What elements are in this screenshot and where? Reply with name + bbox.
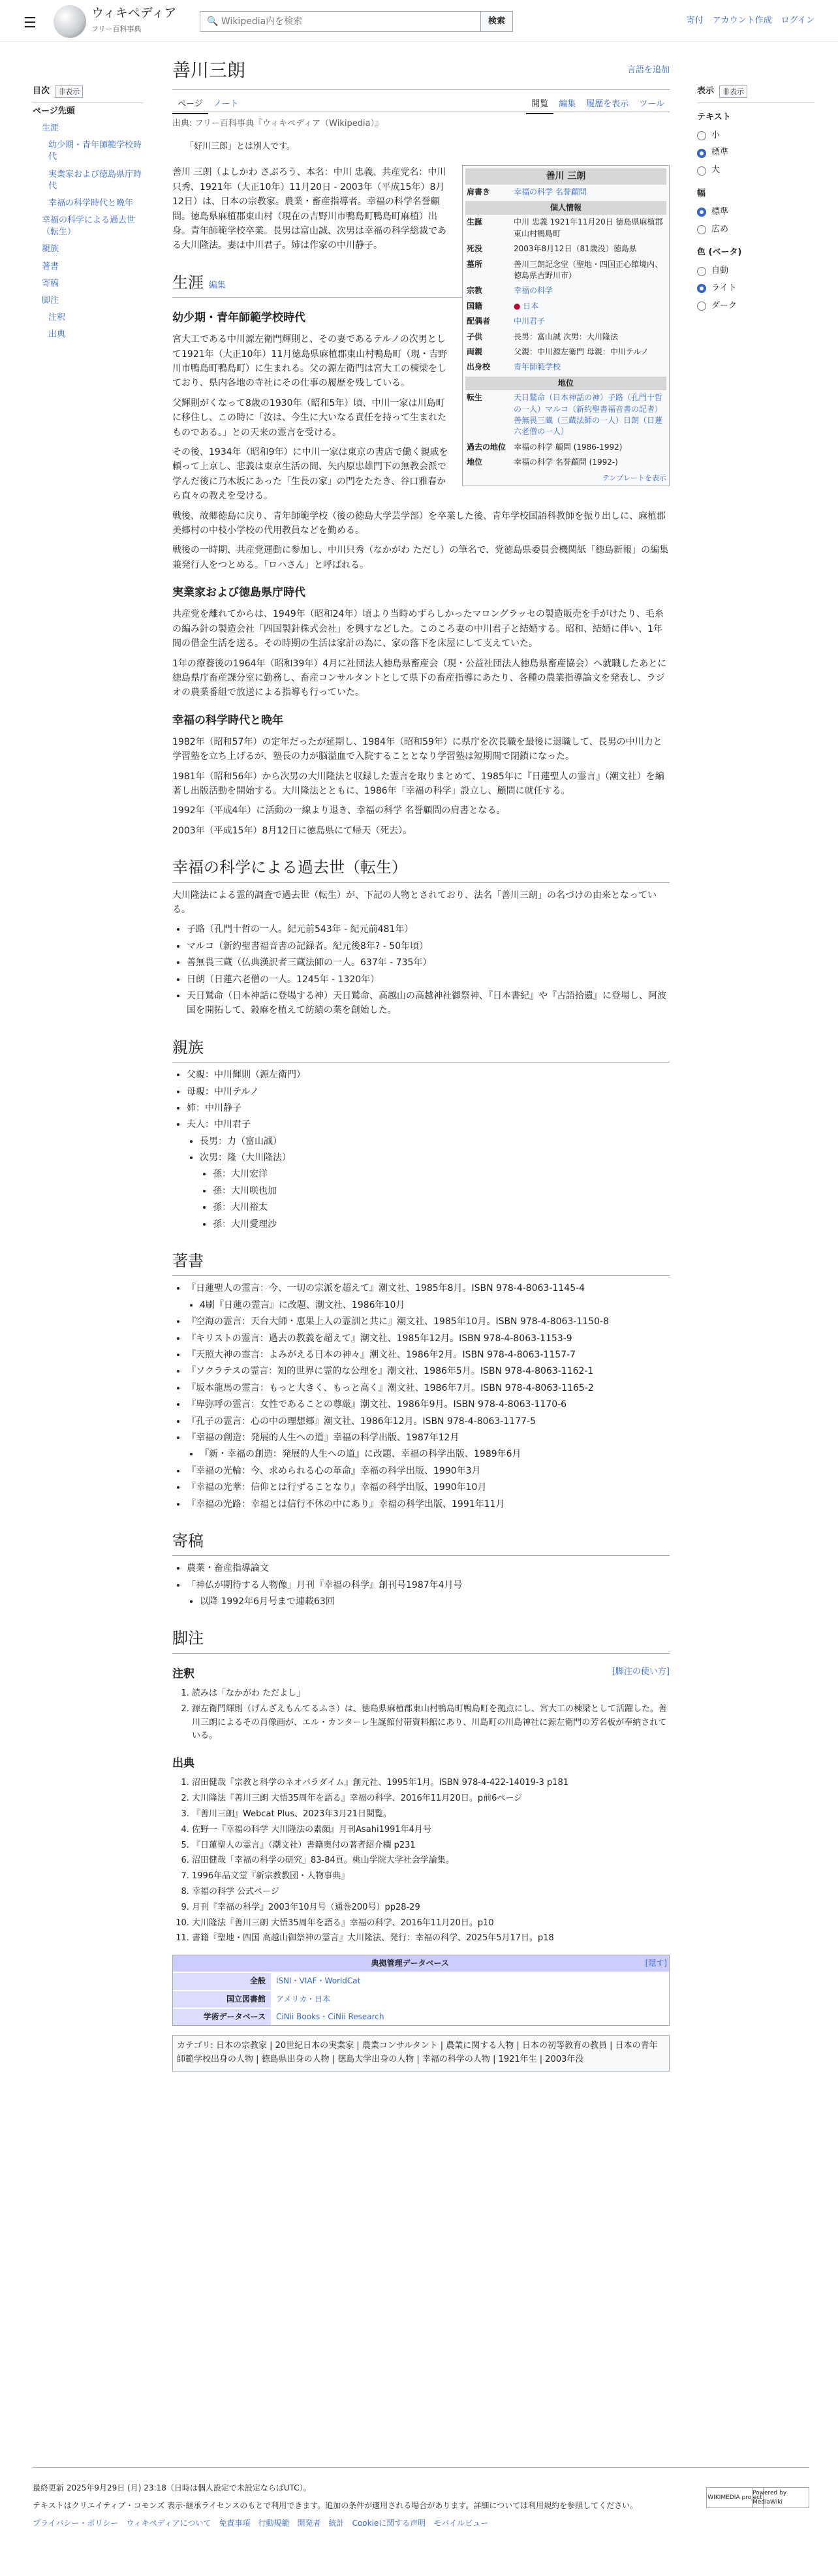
- list-item: • 父親：中川輝則（源左衛門）: [187, 1068, 670, 1082]
- toc-item[interactable]: ページ先頭: [33, 106, 75, 116]
- header-links: [677, 14, 815, 28]
- footer-links: [33, 2517, 809, 2530]
- option-label: 大: [711, 165, 721, 176]
- toc-item[interactable]: 生涯: [42, 123, 59, 133]
- infobox-value: 2003年8月12日（81歳没）徳島県: [514, 244, 637, 254]
- option-label: 広め: [711, 224, 729, 234]
- option-label: ダーク: [711, 300, 737, 311]
- appearance-panel: [697, 85, 815, 315]
- infobox-value: 中川 忠義 1921年11月20日 徳島県麻植郡東山村鴨島町: [514, 217, 663, 238]
- subsection-heading: 幼少期・青年師範学校時代: [172, 311, 305, 325]
- list-item: • 長男：力（富山誠）: [200, 1134, 670, 1149]
- footer-link[interactable]: Cookieに関する声明: [352, 2519, 426, 2528]
- header: [0, 0, 838, 42]
- mediawiki-badge[interactable]: Powered by MediaWiki: [752, 2487, 809, 2508]
- navbox-label: 国立図書館: [173, 1991, 271, 2008]
- footer-link[interactable]: 免責事項: [219, 2519, 251, 2528]
- appearance-hide-button[interactable]: 非表示: [719, 85, 747, 99]
- list-item: • 『幸福の光華：信仰とは行ずることなり』幸福の科学出版、1990年10月: [187, 1480, 670, 1495]
- infobox-label: 宗教: [467, 286, 483, 296]
- create-account-link[interactable]: アカウント作成: [712, 16, 772, 25]
- width-wide[interactable]: [697, 221, 815, 239]
- page-title: [172, 56, 670, 90]
- paragraph: 戦後の一時期、共産党運動に参加し、中川只秀（なかがわ ただし）の筆名で、党徳島県委員会機関紙「徳島新報」の編集兼発行人をつとめる。「ロハさん」と呼ばれる。: [172, 545, 669, 570]
- footer-link[interactable]: 開発者: [297, 2519, 321, 2528]
- footer-link[interactable]: ウィキペディアについて: [126, 2519, 211, 2528]
- subsection-title: 注釈: [172, 1667, 194, 1681]
- infobox-label: 過去の地位: [467, 442, 506, 452]
- section-heading: 寄稿: [172, 1529, 670, 1556]
- toc-title: 目次: [33, 86, 50, 96]
- toc: [33, 85, 144, 344]
- tab-read[interactable]: 閲覧: [526, 95, 553, 114]
- navbox-header: [173, 1955, 669, 1972]
- footer-link[interactable]: 統計: [328, 2519, 345, 2528]
- tab-page[interactable]: ページ: [172, 95, 208, 114]
- navbox-links[interactable]: CiNii Books・CiNii Research: [276, 2011, 384, 2021]
- toc-item[interactable]: 幸福の科学時代と晩年: [48, 198, 134, 208]
- infobox-value: 善川三朗記念堂（聖地・四国正心館境内、徳島県吉野川市）: [514, 259, 663, 281]
- tab-history[interactable]: 履歴を表示: [586, 99, 629, 109]
- paragraph: 1年の療養後の1964年（昭和39年）4月に社団法人徳島県畜産会（現・公益社団法人徳島県畜産協会）へ就職したあとに徳島県庁畜産課分室に勤務し、畜産コンサルタントとして県下の畜産指導にあたり、各種の農業指導論文を発表し、ラジオの農業番組で放送による指導も行っていた。: [172, 658, 667, 698]
- list-item: • 『幸福の創造：発展的人生への道』幸福の科学出版、1987年12月: [187, 1431, 670, 1445]
- donate-link[interactable]: 寄付: [686, 16, 704, 25]
- paragraph: 宮大工である中川源左衛門輝則と、その妻であるテルノの次男として1921年（大正10年）11月徳島県麻植郡東山村鴨島町（現・吉野川市鴨島町鴨島町）に生まれる。父の源左衛門は宮大工の棟梁をしており、県内各地の寺社にその仕事の履歴を残している。: [172, 334, 448, 389]
- list-item: • 『キリストの霊言：過去の教義を超えて』潮文社、1985年12月。ISBN 978-4-8063-1153-9: [187, 1331, 670, 1346]
- notes-list: [192, 1687, 670, 1743]
- infobox-value: 長男：富山誠 次男：大川隆法: [514, 332, 618, 341]
- list-item: • 日朗（日蓮六老僧の一人。1245年 - 1320年）: [187, 972, 670, 987]
- hatnote: 「好川三郎」とは別人です。: [185, 141, 295, 151]
- list-item: • 『坂本龍馬の霊言：もっと大きく、もっと高く』潮文社、1986年7月。ISBN 978-4-8063-1165-2: [187, 1381, 670, 1395]
- refs-list: [192, 1777, 670, 1946]
- toc-hide-button[interactable]: 非表示: [55, 85, 83, 99]
- list-item: • 夫人：中川君子: [187, 1117, 670, 1132]
- article: [172, 56, 670, 2072]
- footer-link[interactable]: モバイルビュー: [433, 2519, 489, 2528]
- authority-control: [172, 1955, 670, 2026]
- text-size-small[interactable]: [697, 127, 815, 145]
- infobox-value[interactable]: 幸福の科学: [514, 286, 553, 296]
- list-item: • 『孔子の霊言：心の中の理想郷』潮文社、1986年12月。ISBN 978-4-8063-1177-5: [187, 1414, 670, 1429]
- toc-item[interactable]: 注釈: [48, 313, 66, 323]
- list-item: • 4刷『日蓮の霊言』に改題、潮文社、1986年10月: [200, 1298, 670, 1312]
- infobox-value[interactable]: 青年師範学校: [514, 362, 561, 372]
- radio-icon: [697, 302, 706, 311]
- radio-icon: [697, 131, 706, 140]
- infobox-value[interactable]: 天日鷲命（日本神話の神）子路（孔門十哲の一人）マルコ（新約聖書福音書の記者）善無畏三蔵（三蔵法師の一人）日朗（日蓮六老僧の一人）: [514, 393, 663, 437]
- toc-item[interactable]: 親族: [42, 244, 59, 255]
- list-item: • 『ソクラテスの霊言：知的世界に霊的な公理を』潮文社、1986年5月。ISBN 978-4-8063-1162-1: [187, 1364, 670, 1378]
- option-label: ライト: [711, 283, 737, 293]
- ref-item: 1. 沼田健哉『宗教と科学のネオパラダイム』創元社、1995年1月。ISBN 978-4-422-14019-3 p181: [192, 1777, 670, 1790]
- infobox-value: 父親：中川源左衛門 母親：中川テルノ: [514, 347, 649, 356]
- tab-tools[interactable]: ツール: [639, 99, 664, 109]
- intro-paragraph: 善川 三朗（よしかわ さぶろう、本名：中川 忠義、共産党名：中川只秀、1921年（大正10年）11月20日 - 2003年（平成15年）8月12日）は、日本の宗教家。農業・畜産指導者。幸福の科学名誉顧問。徳島県麻植郡東山村（現在の吉野川市鴨島町鴨島町麻植）出身。青年師範学校卒業。長男は富山誠、次男は幸福の科学総裁である大川隆法。妻は中川君子。姉は作家の中川静子。: [172, 167, 446, 251]
- list-item: • 以降 1992年6月号まで連載63回: [200, 1594, 670, 1609]
- list-item: • 次男：隆（大川隆法）: [200, 1151, 670, 1165]
- last-modified: 最終更新 2025年9月29日 (月) 23:18（日時は個人設定で未設定ならばUTC）。: [33, 2483, 311, 2492]
- search-placeholder: Wikipedia内を検索: [221, 16, 303, 27]
- navbox-label: 全般: [173, 1973, 271, 1989]
- toc-item[interactable]: 著書: [42, 261, 59, 272]
- family-list: [187, 1068, 670, 1232]
- ref-item: 3. 『善川三朗』Webcat Plus、2023年3月21日閲覧。: [192, 1808, 670, 1822]
- footer-link[interactable]: 行動規範: [258, 2519, 290, 2528]
- add-language-button[interactable]: 言語を追加: [627, 65, 670, 75]
- list-item: • 天日鷲命（日本神話に登場する神）天日鷲命、高越山の高越神社御祭神、『日本書紀』や『古語拾遺』に登場し、阿波国を開拓して、穀麻を植えて紡績の業を創始した。: [187, 989, 670, 1018]
- radio-icon: [697, 166, 706, 176]
- page-title-text: 善川三朗: [172, 59, 246, 81]
- subsection-heading: [172, 1666, 670, 1683]
- list-item: • 母親：中川テルノ: [187, 1085, 670, 1099]
- infobox-value[interactable]: 中川君子: [514, 317, 546, 326]
- infobox-value: 幸福の科学 顧問 (1986-1992): [514, 442, 623, 452]
- toc-item[interactable]: 出典: [48, 330, 66, 340]
- license-text: テキストはクリエイティブ・コモンズ 表示-継承ライセンスのもとで利用できます。追加の条件が適用される場合があります。詳細については利用規約を参照してください。: [33, 2501, 638, 2511]
- footer: [33, 2467, 809, 2530]
- toc-item[interactable]: 寄稿: [42, 278, 59, 288]
- list-item: • 子路（孔門十哲の一人。紀元前543年 - 紀元前481年）: [187, 922, 670, 937]
- subsection-heading: 実業家および徳島県庁時代: [172, 586, 305, 600]
- tab-talk[interactable]: ノート: [213, 99, 239, 109]
- infobox-label: 転生: [467, 393, 483, 403]
- footnote-help-link[interactable]: [脚注の使い方]: [612, 1666, 670, 1677]
- search-button[interactable]: 検索: [480, 11, 513, 32]
- infobox-label: 死没: [467, 244, 483, 254]
- radio-icon: [697, 225, 706, 234]
- wikimedia-badge[interactable]: WIKIMEDIA project: [706, 2487, 764, 2508]
- paragraph: 父輝則がくなって8歳の1930年（昭和5年）頃、中川一家は川島町に移住し、この時に「汝は、今生に大いなる責任を持って生まれたものである。」との天来の霊言を受ける。: [172, 397, 446, 438]
- radio-icon: [697, 208, 706, 217]
- navbox-hide-button[interactable]: [隠す]: [645, 1959, 667, 1968]
- ref-item: 4. 佐野一『幸福の科学 大川隆法の素顔』月刊Asahi1991年4月号: [192, 1823, 670, 1837]
- search-icon: 🔍: [207, 16, 221, 27]
- toc-item[interactable]: 実業家および徳島県庁時代: [48, 169, 142, 191]
- infobox-label: 配偶者: [467, 317, 491, 326]
- from-line: 出典: フリー百科事典『ウィキペディア（Wikipedia）』: [172, 118, 384, 129]
- books-list: [187, 1281, 670, 1511]
- text-size-large[interactable]: [697, 162, 815, 179]
- list-item: • 『幸福の光輪：今、求められる心の革命』幸福の科学出版、1990年3月: [187, 1464, 670, 1478]
- navbox-title: 典拠管理データベース: [371, 1959, 450, 1968]
- infobox-section: 個人情報: [465, 201, 666, 215]
- color-heading: 色 (ベータ): [697, 247, 742, 258]
- infobox: [462, 165, 670, 486]
- infobox-label: 国籍: [467, 301, 483, 311]
- radio-icon: [697, 149, 706, 158]
- list-item: • 『卑弥呼の霊言：女性であることの尊厳』潮文社、1986年9月。ISBN 978-4-8063-1170-6: [187, 1397, 670, 1412]
- list-item: • 『新・幸福の創造：発展的人生への道』に改題、幸福の科学出版、1989年6月: [200, 1447, 670, 1461]
- infobox-label: 出身校: [467, 362, 491, 372]
- section-heading: 親族: [172, 1035, 670, 1063]
- section-heading: 幸福の科学による過去世（転生）: [172, 855, 670, 882]
- toc-item[interactable]: 幼少期・青年師範学校時代: [48, 140, 142, 163]
- color-auto[interactable]: [697, 262, 815, 280]
- tab-edit[interactable]: 編集: [559, 99, 576, 109]
- width-standard[interactable]: [697, 204, 815, 221]
- list-item: • 姉：中川静子: [187, 1101, 670, 1115]
- infobox-label: 地位: [467, 458, 483, 467]
- color-dark[interactable]: [697, 298, 815, 315]
- paragraph: 共産党を離れてからは、1949年（昭和24年）頃より当時めずらしかったマロングラッセの製造販売を手がけたり、毛糸の編み針の製造会社「四国製針株式会社」を興すなどした。このころ妻の中川君子と結婚する。昭和、結婚に伴い、1年間の借金生活を送る。その時期の生活は家計の為に、家の落下を床屋にして支えていた。: [172, 609, 664, 649]
- ref-item: 6. 沼田健哉「幸福の科学の研究」83-84頁。桃山学院大学社会学論集。: [192, 1854, 670, 1868]
- option-label: 小: [711, 130, 721, 140]
- login-link[interactable]: ログイン: [781, 16, 815, 25]
- list-item: • 孫：大川裕太: [213, 1200, 670, 1215]
- footer-link[interactable]: プライバシー・ポリシー: [33, 2519, 119, 2528]
- list-item: • 「神仏が期待する人物像」月刊『幸福の科学』創刊号1987年4月号: [187, 1578, 670, 1592]
- site-title[interactable]: ウィキペディア: [91, 6, 177, 20]
- toc-item[interactable]: 幸福の科学による過去世（転生）: [42, 215, 136, 238]
- list-item: • マルコ（新約聖書福音書の記録者。紀元後8年? - 50年頃）: [187, 939, 670, 954]
- toc-item[interactable]: 脚注: [42, 296, 59, 306]
- radio-icon: [697, 284, 706, 293]
- infobox-value[interactable]: 幸福の科学 名誉顧問: [514, 187, 587, 196]
- ref-item: 10. 大川隆法『善川三朗 大悟35周年を語る』幸福の科学、2016年11月20日。p10: [192, 1917, 670, 1931]
- section-heading: 著書: [172, 1249, 670, 1276]
- list-item: • 孫：大川咲也加: [213, 1184, 670, 1198]
- ref-item: 2. 大川隆法『善川三朗 大悟35周年を語る』幸福の科学、2016年11月20日。p前6ページ: [192, 1792, 670, 1806]
- list-item: • 『天照大神の霊言：よみがえる日本の神々』潮文社、1986年2月。ISBN 978-4-8063-1157-7: [187, 1348, 670, 1362]
- infobox-label: 墓所: [467, 259, 483, 269]
- infobox-title: 善川 三朗: [465, 168, 666, 184]
- categories[interactable]: カテゴリ: 日本の宗教家 | 20世紀日本の実業家 | 農業コンサルタント | 農業に関する人物 | 日本の初等教育の教員 | 日本の青年師範学校出身の人物 | 徳島県出身の人物 | 徳島大学出身の人物 | 幸福の科学の人物 | 1921年生 | 2003年没: [172, 2035, 670, 2072]
- infobox-label: 生誕: [467, 217, 483, 227]
- paragraph: その後、1934年（昭和9年）に中川一家は東京の書店で働く親戚を頼って上京し、悲義は東京生活の間、矢内原忠雄門下の無教会派で学んだ後に乃木坂にあった「生長の家」の門をたたき、谷口雅春から直々の教えを受ける。: [172, 447, 448, 502]
- section-heading: 脚注: [172, 1626, 670, 1653]
- navbox-links[interactable]: ISNI・VIAF・WorldCat: [276, 1976, 361, 1986]
- width-heading: 幅: [697, 188, 706, 198]
- list-item: • 善無畏三蔵（仏典漢訳者三蔵法師の一人。637年 - 735年）: [187, 955, 670, 970]
- list-item: • 『日蓮聖人の霊言：今、一切の宗派を超えて』潮文社、1985年8月。ISBN 978-4-8063-1145-4: [187, 1281, 670, 1296]
- list-item: • 農業・畜産指導論文: [187, 1561, 670, 1575]
- list-item: • 『空海の霊言：天台大師・恵果上人の霊訓と共に』潮文社、1985年10月。ISBN 978-4-8063-1150-8: [187, 1314, 670, 1329]
- infobox-section: 地位: [465, 377, 666, 390]
- navbox-label: 学術データベース: [173, 2009, 271, 2025]
- ref-item: 8. 幸福の科学 公式ページ: [192, 1885, 670, 1899]
- list-item: • 孫：大川宏洋: [213, 1167, 670, 1181]
- option-label: 標準: [711, 147, 729, 158]
- template-link[interactable]: テンプレートを表示: [602, 473, 666, 482]
- list-item: • 『幸福の光路：幸福とは信行不休の中にあり』幸福の科学出版、1991年11月: [187, 1497, 670, 1512]
- search-input[interactable]: [200, 11, 512, 32]
- list-item: • 孫：大川愛理沙: [213, 1217, 670, 1232]
- paragraph: 2003年（平成15年）8月12日に徳島県にて帰天（死去）。: [172, 825, 412, 836]
- paragraph: 大川隆法による霊的調査で過去世（転生）が、下記の人物とされており、法名「善川三朗」の名づけの由来となっている。: [172, 890, 657, 916]
- flag-icon: ●: [514, 301, 523, 311]
- infobox-value[interactable]: 日本: [523, 301, 539, 311]
- edit-link[interactable]: 編集: [208, 280, 226, 290]
- radio-icon: [697, 267, 706, 276]
- option-label: 自動: [711, 266, 729, 276]
- text-size-standard[interactable]: [697, 144, 815, 162]
- note-item: 2. 源左衛門輝則（げんざえもんてるふさ）は、徳島県麻植郡東山村鴨島町鴨島町を拠点にし、宮大工の棟梁として活躍した。善川三朗によるその肖像画が、エル・カンターレ生誕館付帯資料館にあり、川島町の川島神社に源左衛門の芳名板が奉納されている。: [192, 1703, 670, 1743]
- page-tabs: [172, 90, 670, 112]
- ref-item: 9. 月刊『幸福の科学』2003年10月号（通巻200号）pp28-29: [192, 1901, 670, 1915]
- infobox-label: 肩書き: [467, 187, 491, 196]
- infobox-value: 幸福の科学 名誉顧問 (1992-): [514, 458, 618, 467]
- note-item: 1. 読みは「なかがわ ただよし」: [192, 1687, 670, 1701]
- paragraph: 戦後、故郷徳島に戻り、青年師範学校（後の徳島大学芸学部）を卒業した後、青年学校国語科教師を振り出しに、麻植郡美郷村の中枝小学校の代用教員などを勤める。: [172, 510, 666, 536]
- reincarnation-list: [187, 922, 670, 1017]
- paragraph: 1982年（昭和57年）の定年だったが延期し、1984年（昭和59年）に県庁を次長職を最後に退職して、長男の中川力と学習塾を立ち上げるが、塾長の力が脳溢血で入院することとなり学習塾は短期間で閉鎖になった。: [172, 736, 662, 762]
- paragraph: 1992年（平成4年）に活動の一線より退き、幸福の科学 名誉顧問の肩書となる。: [172, 805, 506, 816]
- infobox-label: 両親: [467, 347, 483, 356]
- appearance-title: 表示: [697, 86, 715, 96]
- ref-item: 5. 『日蓮聖人の霊言』（潮文社）書籍奥付の著者紹介欄 p231: [192, 1839, 670, 1853]
- section-title: 生涯: [172, 273, 204, 292]
- color-light[interactable]: [697, 280, 815, 298]
- option-label: 標準: [711, 206, 729, 217]
- contrib-list: [187, 1561, 670, 1609]
- menu-icon[interactable]: ☰: [23, 15, 37, 31]
- site-subtitle: フリー百科事典: [91, 25, 142, 33]
- text-size-heading: テキスト: [697, 112, 731, 122]
- ref-item: 11. 書籍『聖地・四国 高越山御祭神の霊言』大川隆法、発行：幸福の科学、2025年5月17日。p18: [192, 1932, 670, 1946]
- subsection-heading: 幸福の科学時代と晩年: [172, 713, 283, 727]
- paragraph: 1981年（昭和56年）から次男の大川隆法と収録した霊言を取りまとめて、1985年に『日蓮聖人の霊言』（潮文社）を編著し出版活動を開始する。大川隆法とともに、1986年「幸福の科学」設立し、顧問に就任する。: [172, 771, 664, 797]
- wikipedia-logo[interactable]: [54, 5, 86, 38]
- subsection-heading: 出典: [172, 1757, 194, 1771]
- infobox-label: 子供: [467, 332, 483, 341]
- ref-item: 7. 1996年品文堂『新宗教教団・人物事典』: [192, 1870, 670, 1884]
- navbox-links[interactable]: アメリカ・日本: [276, 1994, 331, 2004]
